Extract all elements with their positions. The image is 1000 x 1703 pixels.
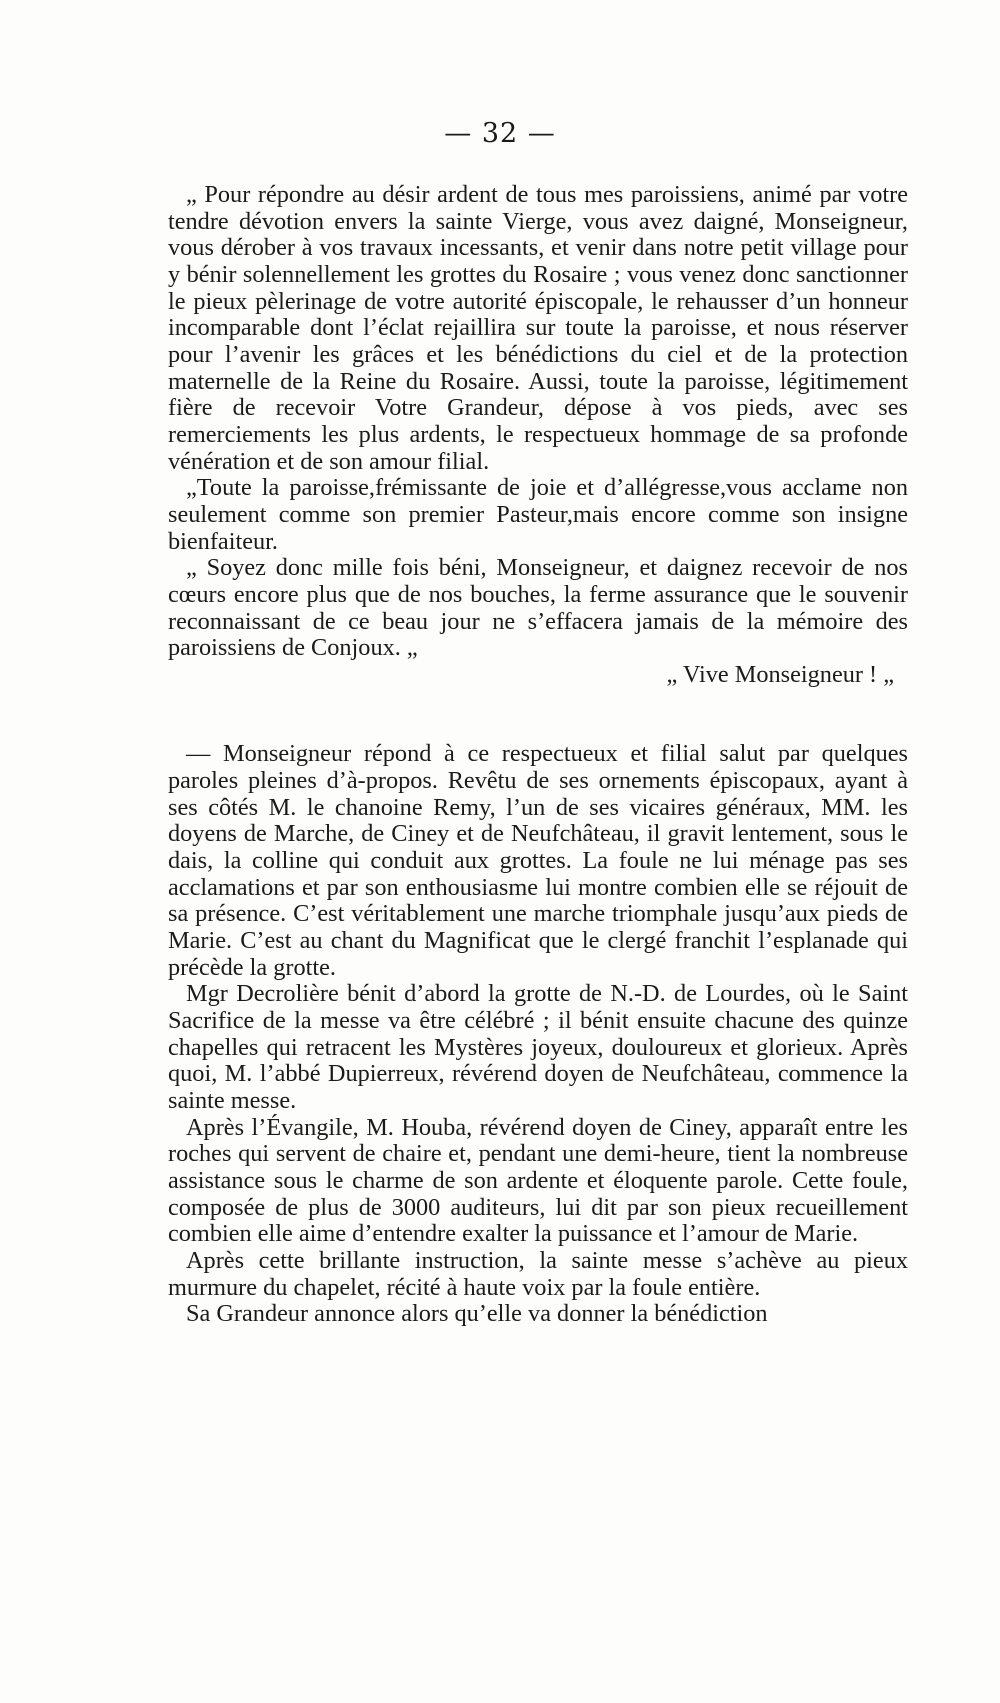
paragraph-response: — Monseigneur répond à ce respectueux et filial salut par quelques paroles pleines d’à-propos. Revêtu de ses ornements épiscopaux, ayant à ses côtés M. le chanoine Remy, l’un de ses vicaires généraux, MM. les doyens de Marche, de Ciney et de Neufchâteau, il gravit lentement, sous le dais, la colline qui conduit aux grottes. La foule ne lui ménage pas ses acclamations et par son enthousiasme lui montre combien elle se réjouit de sa présence. C’est véritablement une marche triomphale jusqu’aux pieds de Marie. C’est au chant du Magnificat que le clergé franchit l’esplanade qui précède la grotte. (168, 740, 908, 981)
paragraph-vive: „ Vive Monseigneur ! „ (666, 660, 894, 688)
paragraph-mass-end: Après cette brillante instruction, la sainte messe s’achève au pieux murmure du chapelet, récité à haute voix par la foule entière. (168, 1246, 908, 1301)
section-gap (168, 688, 908, 741)
body-text (168, 182, 908, 1328)
paragraph-blessing: „ Soyez donc mille fois béni, Monseigneur, et daignez recevoir de nos cœurs encore plus que de nos bouches, la ferme assurance que le souvenir reconnaissant de ce beau jour ne s’effacera jamais de la mémoire des paroissiens de Conjoux. „ (168, 554, 908, 662)
paragraph-address: „ Pour répondre au désir ardent de tous mes paroissiens, animé par votre tendre dévotion envers la sainte Vierge, vous avez daigné, Monseigneur, vous dérober à vos travaux incessants, et venir dans notre petit village pour y bénir solennellement les grottes du Rosaire ; vous venez donc sanctionner le pieux pèlerinage de votre autorité épiscopale, le rehausser d’un honneur incomparable dont l’éclat rejaillira sur toute la paroisse, et nous réserver pour l’avenir les grâces et les bénédictions du ciel et de la protection maternelle de la Reine du Rosaire. Aussi, toute la paroisse, légitimement fière de recevoir Votre Grandeur, dépose à vos pieds, avec ses remerciements les plus ardents, le respectueux hommage de sa profonde vénération et de son amour filial. (168, 181, 908, 475)
paragraph-acclamation: „Toute la paroisse,frémissante de joie et d’allégresse,vous acclame non seulement comme son premier Pasteur,mais encore comme son insigne bienfaiteur. (168, 474, 908, 555)
paragraph-benediction: Sa Grandeur annonce alors qu’elle va donner la bénédiction (186, 1300, 768, 1328)
page-number: — 32 — (444, 118, 556, 149)
paragraph-grotto-blessing: Mgr Decrolière bénit d’abord la grotte de N.-D. de Lourdes, où le Saint Sacrifice de la messe va être célébré ; il bénit ensuite chacune des quinze chapelles qui retracent les Mystères joyeux, douloureux et glorieux. Après quoi, M. l’abbé Dupierreux, révérend doyen de Neufchâteau, commence la sainte messe. (168, 980, 908, 1114)
paragraph-sermon: Après l’Évangile, M. Houba, révérend doyen de Ciney, apparaît entre les roches qui servent de chaire et, pendant une demi-heure, tient la nombreuse assistance sous le charme de son ardente et éloquente parole. Cette foule, composée de plus de 3000 auditeurs, lui dit par son pieux recueillement combien elle aime d’entendre exalter la puissance et l’amour de Marie. (168, 1113, 908, 1248)
